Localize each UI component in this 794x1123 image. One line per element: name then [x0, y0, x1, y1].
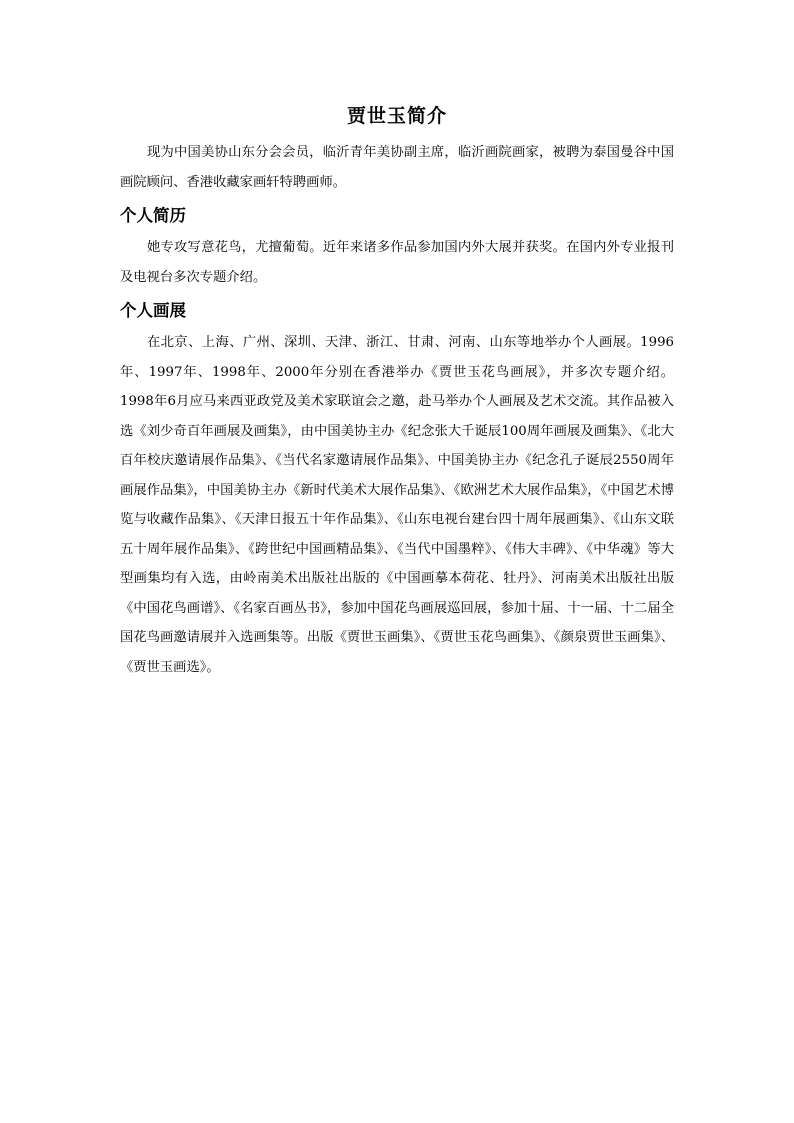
section-heading-resume: 个人简历 — [120, 206, 186, 225]
section-heading-exhibitions: 个人画展 — [120, 301, 186, 320]
document-title: 贾世玉简介 — [346, 105, 447, 127]
section-body-exhibitions: 在北京、上海、广州、深圳、天津、浙江、甘肃、河南、山东等地举办个人画展。1996年、1997年、1998年、2000年分别在香港举办《贾世玉花鸟画展》，并多次专题介绍。1998年6月应马来西亚政党及美术家联谊会之邀，赴马举办个人画展及艺术交流。其作品被入选《刘少奇百年画展及画集》，由中国美协主办《纪念张大千诞辰100周年画展及画集》、《北大百年校庆邀请展作品集》、《当代名家邀请展作品集》、中国美协主办《纪念孔子诞辰2550周年画展作品集》，中国美协主办《新时代美术大展作品集》、《欧洲艺术大展作品集》，《中国艺术博览与收藏作品集》、《天津日报五十年作品集》、《山东电视台建台四十周年展画集》、《山东文联五十周年展作品集》、《跨世纪中国画精品集》、《当代中国墨粹》、《伟大丰碑》、《中华魂》等大型画集均有入选，由岭南美术出版社出版的《中国画摹本荷花、牡丹》、河南美术出版社出版《中国花鸟画谱》、《名家百画丛书》，参加中国花鸟画展巡回展，参加十届、十一届、十二届全国花鸟画邀请展并入选画集等。出版《贾世玉画集》、《贾世玉花鸟画集》、《颜泉贾世玉画集》、《贾世玉画选》。 — [120, 335, 674, 675]
intro-paragraph: 现为中国美协山东分会会员，临沂青年美协副主席，临沂画院画家，被聘为泰国曼谷中国画院顾问、香港收藏家画轩特聘画师。 — [120, 145, 674, 190]
section-body-resume: 她专攻写意花鸟，尤擅葡萄。近年来诸多作品参加国内外大展并获奖。在国内外专业报刊及电视台多次专题介绍。 — [120, 240, 674, 285]
